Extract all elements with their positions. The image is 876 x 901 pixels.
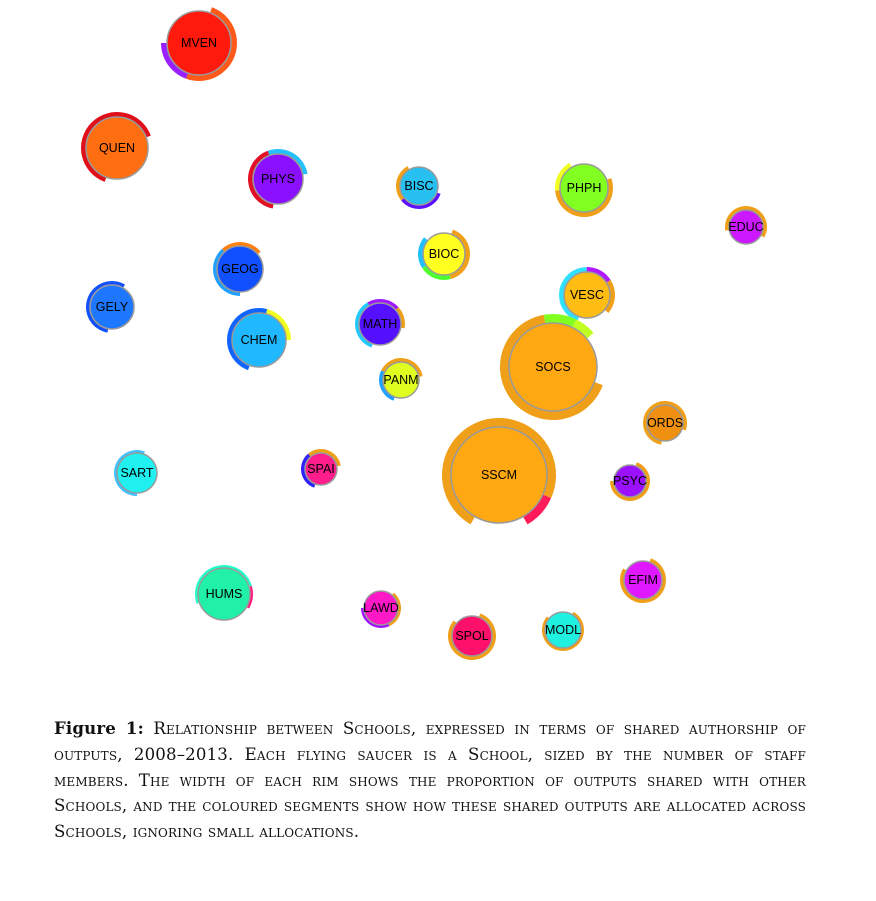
saucer-modl (542, 612, 584, 651)
school-label: MATH (362, 317, 398, 331)
saucer-socs (500, 314, 603, 420)
saucer-educ (725, 206, 767, 244)
school-label: GELY (95, 300, 129, 314)
school-label: MODL (544, 623, 582, 637)
school-label: SPAI (307, 462, 335, 476)
school-label: BISC (404, 179, 434, 193)
caption-label: Figure 1: (54, 718, 144, 738)
school-label: ORDS (646, 416, 684, 430)
school-label: GEOG (221, 262, 259, 276)
school-label: PSYC (612, 474, 648, 488)
school-label: SSCM (480, 468, 518, 482)
school-label: PANM (383, 373, 419, 387)
saucer-efim (620, 558, 666, 603)
school-label: SART (120, 466, 154, 480)
saucer-vesc (559, 267, 615, 321)
school-label: SOCS (535, 360, 571, 374)
school-label: HUMS (205, 587, 243, 601)
school-label: EDUC (728, 220, 764, 234)
school-label: BIOC (428, 247, 460, 261)
saucer-mven (161, 7, 237, 81)
caption-text: Relationship between Schools, expressed in terms of shared authorship of outputs, 2008–2013. Each flying saucer is a School, sized by the number of staff members. The width of each rim shows the proportion of outputs shared with other Schools, and the coloured segments show how these shared outputs are allocated across Schools, ignoring small allocations. (54, 719, 806, 842)
saucer-psyc (610, 462, 650, 501)
saucer-panm (379, 358, 423, 401)
saucer-lawd (361, 591, 401, 628)
saucer-bioc (418, 230, 470, 280)
saucer-sart (114, 450, 157, 496)
school-label: LAWD (363, 601, 399, 615)
school-label: QUEN (98, 141, 136, 155)
saucer-geog (213, 242, 263, 296)
saucer-ords (643, 401, 687, 445)
saucer-sscm (442, 418, 556, 524)
saucer-spai (301, 449, 341, 488)
school-label: VESC (569, 288, 605, 302)
saucer-bisc (396, 166, 441, 209)
school-label: EFIM (628, 573, 658, 587)
school-label: PHPH (566, 181, 602, 195)
saucer-spol (448, 613, 496, 660)
saucer-gely (86, 281, 134, 333)
saucer-hums (195, 565, 253, 620)
school-label: PHYS (260, 172, 296, 186)
saucer-chem (227, 308, 291, 370)
school-label: MVEN (180, 36, 218, 50)
saucer-phys (248, 149, 308, 209)
saucer-phph (555, 163, 613, 217)
figure-caption (54, 716, 806, 845)
saucer-math (355, 299, 405, 347)
saucer-quen (81, 112, 151, 182)
school-label: SPOL (455, 629, 489, 643)
school-label: CHEM (240, 333, 278, 347)
